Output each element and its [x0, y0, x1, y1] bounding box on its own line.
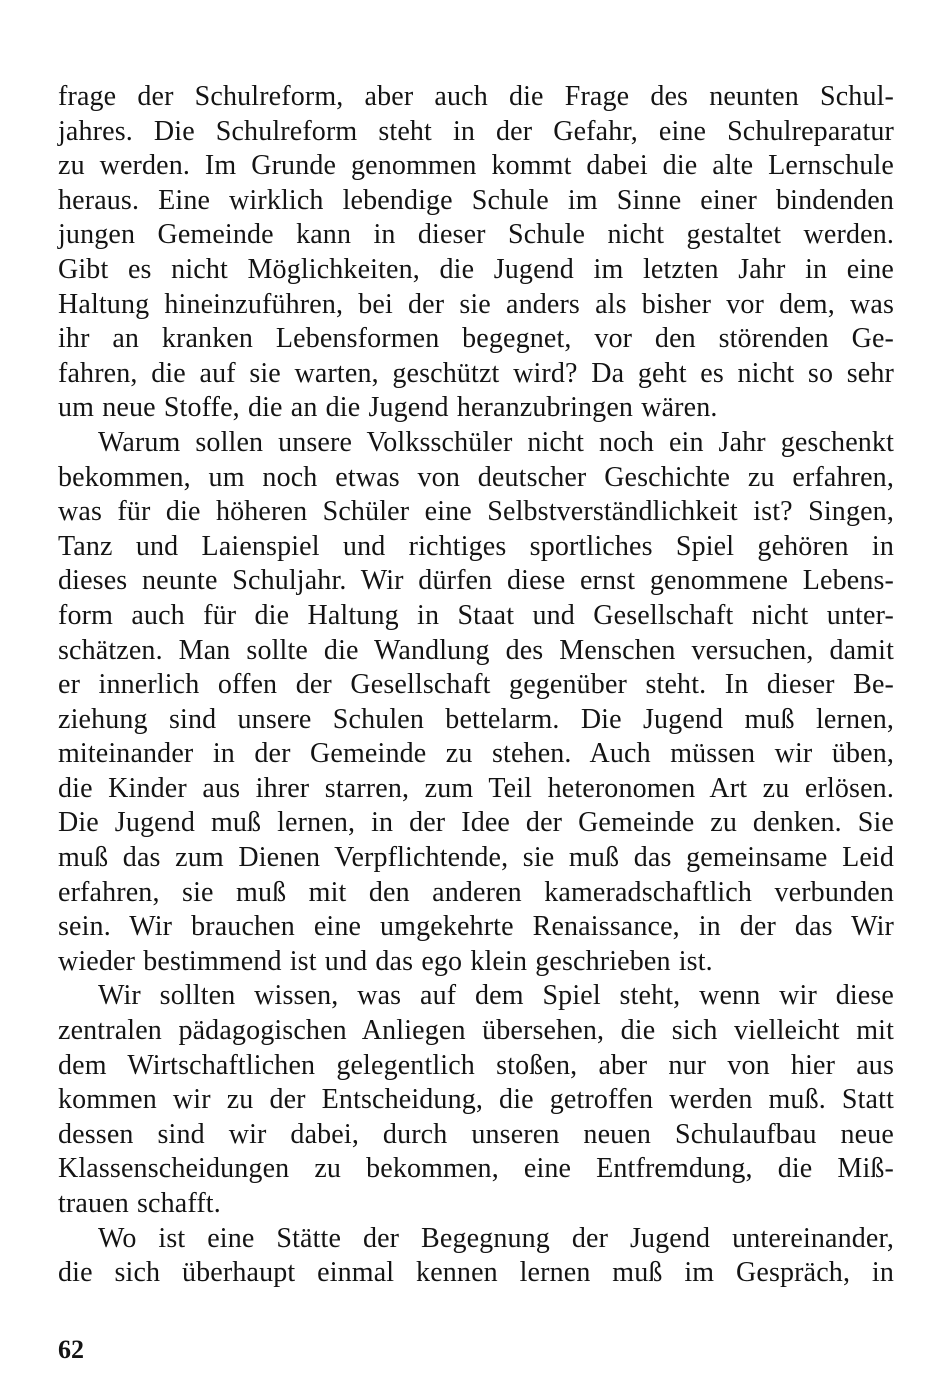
text-line: wieder bestimmend ist und das ego klein geschrieben ist.: [58, 945, 713, 977]
text-line: zu werden. Im Grunde genommen kommt dabei die alte Lernschule: [58, 150, 894, 182]
text-line: kommen wir zu der Entscheidung, die getroffen werden muß. Statt: [58, 1084, 894, 1116]
body-text: [58, 80, 894, 1291]
text-line: schätzen. Man sollte die Wandlung des Menschen versuchen, damit: [58, 634, 894, 666]
text-line: Die Jugend muß lernen, in der Idee der Gemeinde zu denken. Sie: [58, 807, 894, 839]
text-line: jahres. Die Schulreform steht in der Gefahr, eine Schulreparatur: [58, 115, 894, 147]
text-line: form auch für die Haltung in Staat und Gesellschaft nicht unter-: [58, 599, 894, 631]
text-line: sein. Wir brauchen eine umgekehrte Renaissance, in der das Wir: [58, 911, 894, 943]
text-line: was für die höheren Schüler eine Selbstverständlichkeit ist? Singen,: [58, 496, 894, 528]
text-line: die sich überhaupt einmal kennen lernen muß im Gespräch, in: [58, 1257, 894, 1289]
text-line: Warum sollen unsere Volksschüler nicht noch ein Jahr geschenkt: [98, 426, 894, 458]
text-line: heraus. Eine wirklich lebendige Schule im Sinne einer bindenden: [58, 184, 894, 216]
book-page: [58, 80, 894, 1370]
text-line: Gibt es nicht Möglichkeiten, die Jugend im letzten Jahr in eine: [58, 253, 894, 285]
page-number: 62: [58, 1335, 84, 1364]
text-line: frage der Schulreform, aber auch die Frage des neunten Schul-: [58, 81, 894, 112]
text-line: erfahren, sie muß mit den anderen kameradschaftlich verbunden: [58, 876, 894, 908]
text-line: Wo ist eine Stätte der Begegnung der Jugend untereinander,: [98, 1222, 894, 1254]
text-line: Haltung hineinzuführen, bei der sie anders als bisher vor dem, was: [58, 288, 894, 320]
text-line: muß das zum Dienen Verpflichtende, sie muß das gemeinsame Leid: [58, 842, 894, 874]
text-line: er innerlich offen der Gesellschaft gegenüber steht. In dieser Be-: [58, 669, 894, 701]
text-line: bekommen, um noch etwas von deutscher Geschichte zu erfahren,: [58, 461, 894, 493]
text-line: Wir sollten wissen, was auf dem Spiel steht, wenn wir diese: [98, 980, 894, 1012]
text-line: um neue Stoffe, die an die Jugend heranzubringen wären.: [58, 392, 718, 424]
text-line: dessen sind wir dabei, durch unseren neuen Schulaufbau neue: [58, 1118, 894, 1150]
text-line: fahren, die auf sie warten, geschützt wird? Da geht es nicht so sehr: [58, 357, 894, 389]
text-line: dem Wirtschaftlichen gelegentlich stoßen, aber nur von hier aus: [58, 1049, 894, 1081]
text-line: miteinander in der Gemeinde zu stehen. Auch müssen wir üben,: [58, 738, 894, 770]
text-line: ihr an kranken Lebensformen begegnet, vor den störenden Ge-: [58, 323, 894, 355]
text-line: jungen Gemeinde kann in dieser Schule nicht gestaltet werden.: [58, 219, 894, 251]
text-line: ziehung sind unsere Schulen bettelarm. Die Jugend muß lernen,: [58, 703, 894, 735]
text-line: dieses neunte Schuljahr. Wir dürfen diese ernst genommene Lebens-: [58, 565, 894, 597]
text-line: Tanz und Laienspiel und richtiges sportliches Spiel gehören in: [58, 530, 894, 562]
paragraph: [58, 80, 894, 426]
paragraph: [58, 979, 894, 1221]
paragraph: [58, 1222, 894, 1291]
paragraph: [58, 426, 894, 980]
text-line: trauen schafft.: [58, 1188, 221, 1219]
text-line: zentralen pädagogischen Anliegen übersehen, die sich vielleicht mit: [58, 1015, 894, 1047]
text-line: die Kinder aus ihrer starren, zum Teil heteronomen Art zu erlösen.: [58, 772, 894, 804]
text-line: Klassenscheidungen zu bekommen, eine Entfremdung, die Miß-: [58, 1153, 894, 1185]
